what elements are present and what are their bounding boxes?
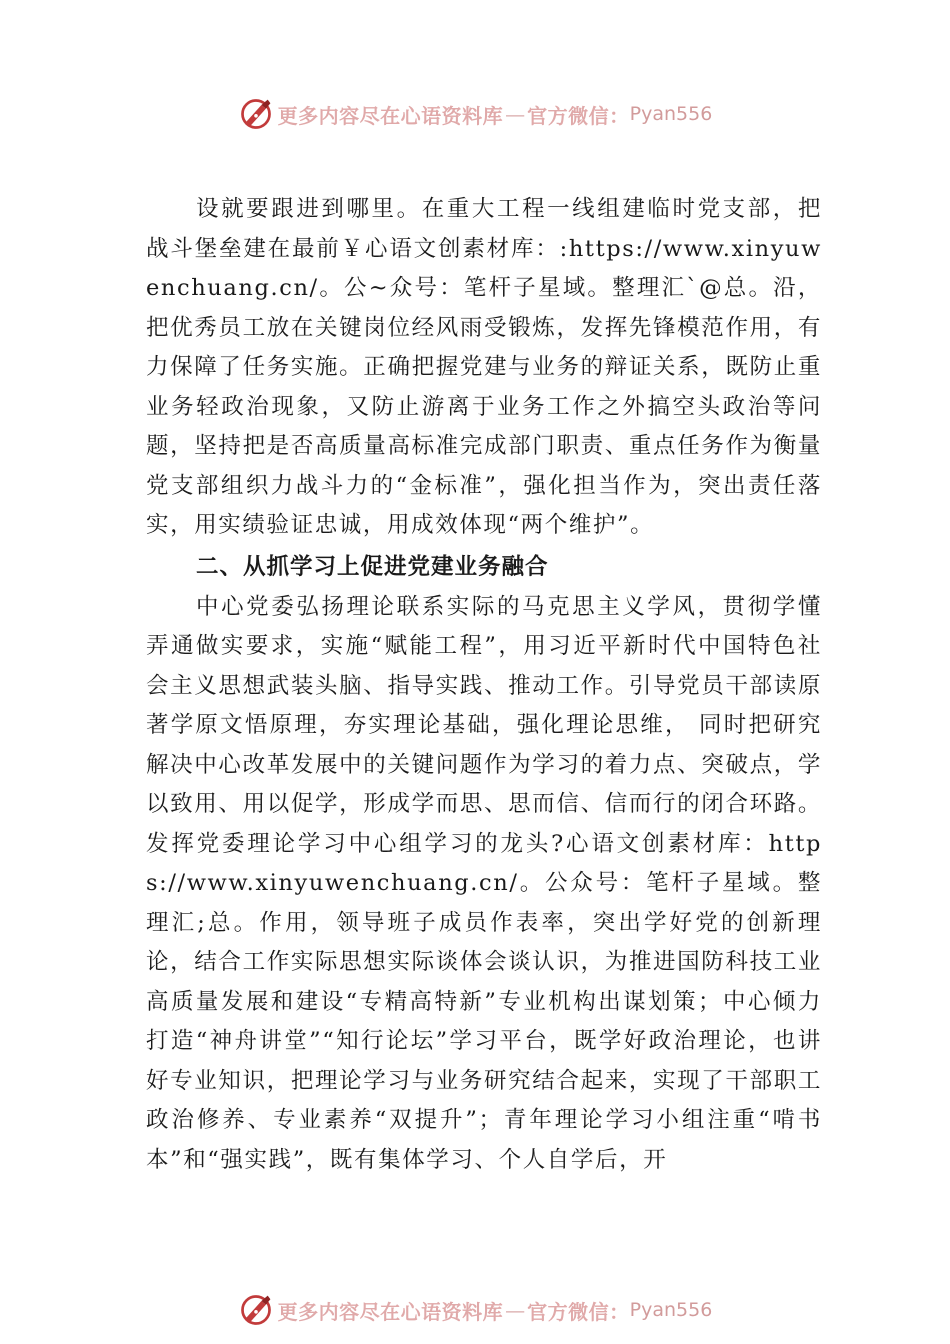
pen-nib-logo-icon <box>238 96 274 132</box>
banner-separator: — <box>505 102 526 126</box>
pen-nib-logo-icon <box>238 1292 274 1328</box>
banner-wechat-id: Pyan556 <box>629 1299 713 1321</box>
banner-wechat-label: 官方微信： <box>527 103 630 128</box>
banner-wechat-label: 官方微信： <box>527 1299 630 1324</box>
banner-text: 更多内容尽在心语资料库 <box>277 1299 504 1324</box>
document-body <box>146 190 822 1180</box>
banner-wechat-id: Pyan556 <box>629 103 713 125</box>
body-paragraph: 中心党委弘扬理论联系实际的马克思主义学风，贯彻学懂弄通做实要求，实施“赋能工程”，用习近平新时代中国特色社会主义思想武装头脑、指导实践、推动工作。引导党员干部读原著学原文悟原理，夯实理论基础，强化理论思维， 同时把研究解决中心改革发展中的关键问题作为学习的着力点、突破点，学以致用、用以促学，形成学而思、思而信、信而行的闭合环路。发挥党委理论学习中心组学习的龙头?心语文创素材库：https://www.xinyuwenchuang.cn/。公众号：笔杆子星域。整理汇;总。作用，领导班子成员作表率，突出学好党的创新理论，结合工作实际思想实际谈体会谈认识，为推进国防科技工业高质量发展和建设“专精高特新”专业机构出谋划策；中心倾力打造“神舟讲堂”“知行论坛”学习平台，既学好政治理论，也讲好专业知识，把理论学习与业务研究结合起来，实现了干部职工政治修养、专业素养“双提升”；青年理论学习小组注重“啃书本”和“强实践”，既有集体学习、个人自学后，开 <box>146 593 822 1173</box>
body-paragraph: 设就要跟进到哪里。在重大工程一线组建临时党支部，把战斗堡垒建在最前￥心语文创素材库：:https://www.xinyuwenchuang.cn/。公~众号：笔杆子星域。整理汇`@总。沿，把优秀员工放在关键岗位经风雨受锻炼，发挥先锋模范作用，有力保障了任务实施。正确把握党建与业务的辩证关系，既防止重业务轻政治现象，又防止游离于业务工作之外搞空头政治等问题，坚持把是否高质量高标准完成部门职责、重点任务作为衡量党支部组织力战斗力的“金标准”，强化担当作为，突出责任落实，用实绩验证忠诚，用成效体现“两个维护”。 <box>146 196 822 538</box>
banner-separator: — <box>505 1298 526 1322</box>
banner-text: 更多内容尽在心语资料库 <box>277 103 504 128</box>
footer-banner <box>0 1290 950 1330</box>
section-heading: 二、从抓学习上促进党建业务融合 <box>196 553 549 580</box>
header-banner <box>0 94 950 134</box>
